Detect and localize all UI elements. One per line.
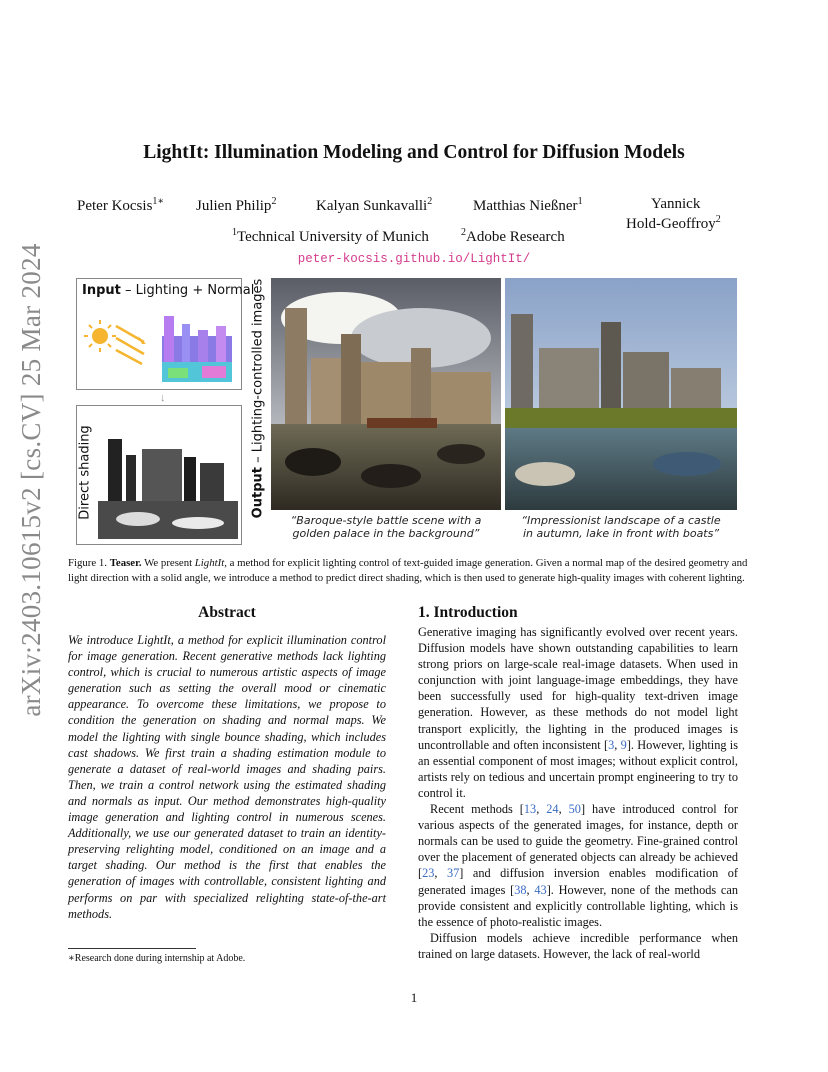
output-image-impressionist	[505, 278, 737, 510]
abstract-text: We introduce LightIt, a method for explicit illumination control for image generation. Recent generative methods lack lighting control, which is crucial to numerous artistic aspects of image generation such as setting the overall mood or cinematic appearance. To overcome these limitations, we propose to condition the generation on shading and normal maps. We model the lighting with single bounce shading, which includes cast shadows. We first train a shading estimation module to generate a dataset of real-world images and shading pairs. Then, we train a control network using the estimated shading and normals as input. Our method demonstrates high-quality image generation and lighting control in numerous scenes. Additionally, we use our generated dataset to train an identity-preserving relighting model, conditioned on an image and a target shading. Our method is the first that enables the generation of images with controllable, consistent lighting and performs on par with specialized relighting state-of-the-art methods.	[68, 633, 386, 921]
author-3: Kalyan Sunkavalli$^2$	[316, 196, 433, 214]
shading-label: Direct shading	[77, 425, 93, 520]
normal-map-image	[158, 306, 236, 386]
arrow-down-icon: ↓	[160, 392, 166, 404]
output-label: Output – Lighting-controlled images	[250, 278, 266, 519]
intro-paragraph-1: Generative imaging has significantly evolved over recent years. Diffusion models have shown outstanding capabilities to learn strong priors on large-scale real-image datasets. When used in conjunction with joint language-image embeddings, they have been successfully used for high-quality text-driven image generation. However, as these methods do not model light transport explicitly, the lighting in the produced images is uncontrollable and often inconsistent [3, 9]. However, lighting is an essential component of most images; without explicit control, artists rely on tedious and uncertain prompt engineering to try to control it.	[418, 625, 739, 800]
citation[interactable]: 24	[546, 802, 559, 817]
intro-paragraph-3: Diffusion models achieve incredible performance when trained on large datasets. However, the lack of real-world	[418, 930, 738, 961]
citation[interactable]: 9	[620, 737, 627, 752]
citation[interactable]: 50	[568, 802, 581, 817]
footnote-rule	[68, 948, 196, 949]
footnote: ∗Research done during internship at Adobe.	[68, 953, 246, 964]
page-number: 1	[410, 990, 418, 1005]
citation[interactable]: 13	[523, 802, 537, 817]
input-label: Input – Lighting + Normal	[82, 283, 255, 298]
author-2: Julien Philip$^2$	[196, 196, 277, 214]
direct-shading-image	[98, 419, 238, 539]
intro-heading: 1. Introduction	[418, 604, 518, 621]
author-1: Peter Kocsis$^{1∗}$	[77, 196, 165, 214]
affiliation-1: $^1$Technical University of Munich	[232, 227, 429, 245]
intro-text	[418, 624, 738, 962]
quote-1: “Baroque-style battle scene with a golden palace in the background”	[290, 514, 482, 540]
author-5-line2: Hold-Geoffroy$^2$	[626, 214, 721, 232]
arxiv-stamp: arXiv:2403.10615v2 [cs.CV] 25 Mar 2024	[16, 243, 46, 717]
shading-panel	[76, 405, 242, 545]
citation[interactable]: 3	[608, 737, 615, 752]
citation[interactable]: 43	[534, 882, 547, 897]
project-url[interactable]: peter-kocsis.github.io/LightIt/	[297, 252, 531, 266]
citation[interactable]: 38	[514, 882, 527, 897]
author-4: Matthias Nießner$^1$	[473, 196, 583, 214]
input-panel	[76, 278, 255, 390]
quote-2: “Impressionist landscape of a castle in autumn, lake in front with boats”	[521, 514, 721, 540]
output-image-baroque	[271, 278, 501, 510]
author-5-line1: Yannick	[651, 196, 701, 212]
citation[interactable]: 23	[422, 866, 435, 881]
figure-caption: Figure 1. Teaser. We present LightIt, a method for explicit lighting control of text-guided image generation. Given a normal map of the desired geometry and light direction with a solid angle, we introduce a method to predict direct shading, which is then used to generate high-quality images with coherent lighting.	[68, 557, 748, 584]
abstract-heading: Abstract	[198, 604, 256, 621]
intro-paragraph-2: Recent methods [13, 24, 50] have introduced control for various aspects of the generated images, for instance, depth or normals can be used to guide the geometry. Fine-grained control over the placement of generated objects can already be achieved [23, 37] and diffusion inversion enables modification of generated images [38, 43]. However, none of the methods can provide consistent and explicitly controllable lighting, which is the essence of photo-realistic images.	[418, 802, 738, 929]
affiliation-2: $^2$Adobe Research	[461, 227, 565, 245]
paper-title: LightIt: Illumination Modeling and Control for Diffusion Models	[143, 142, 685, 163]
citation[interactable]: 37	[446, 866, 460, 881]
